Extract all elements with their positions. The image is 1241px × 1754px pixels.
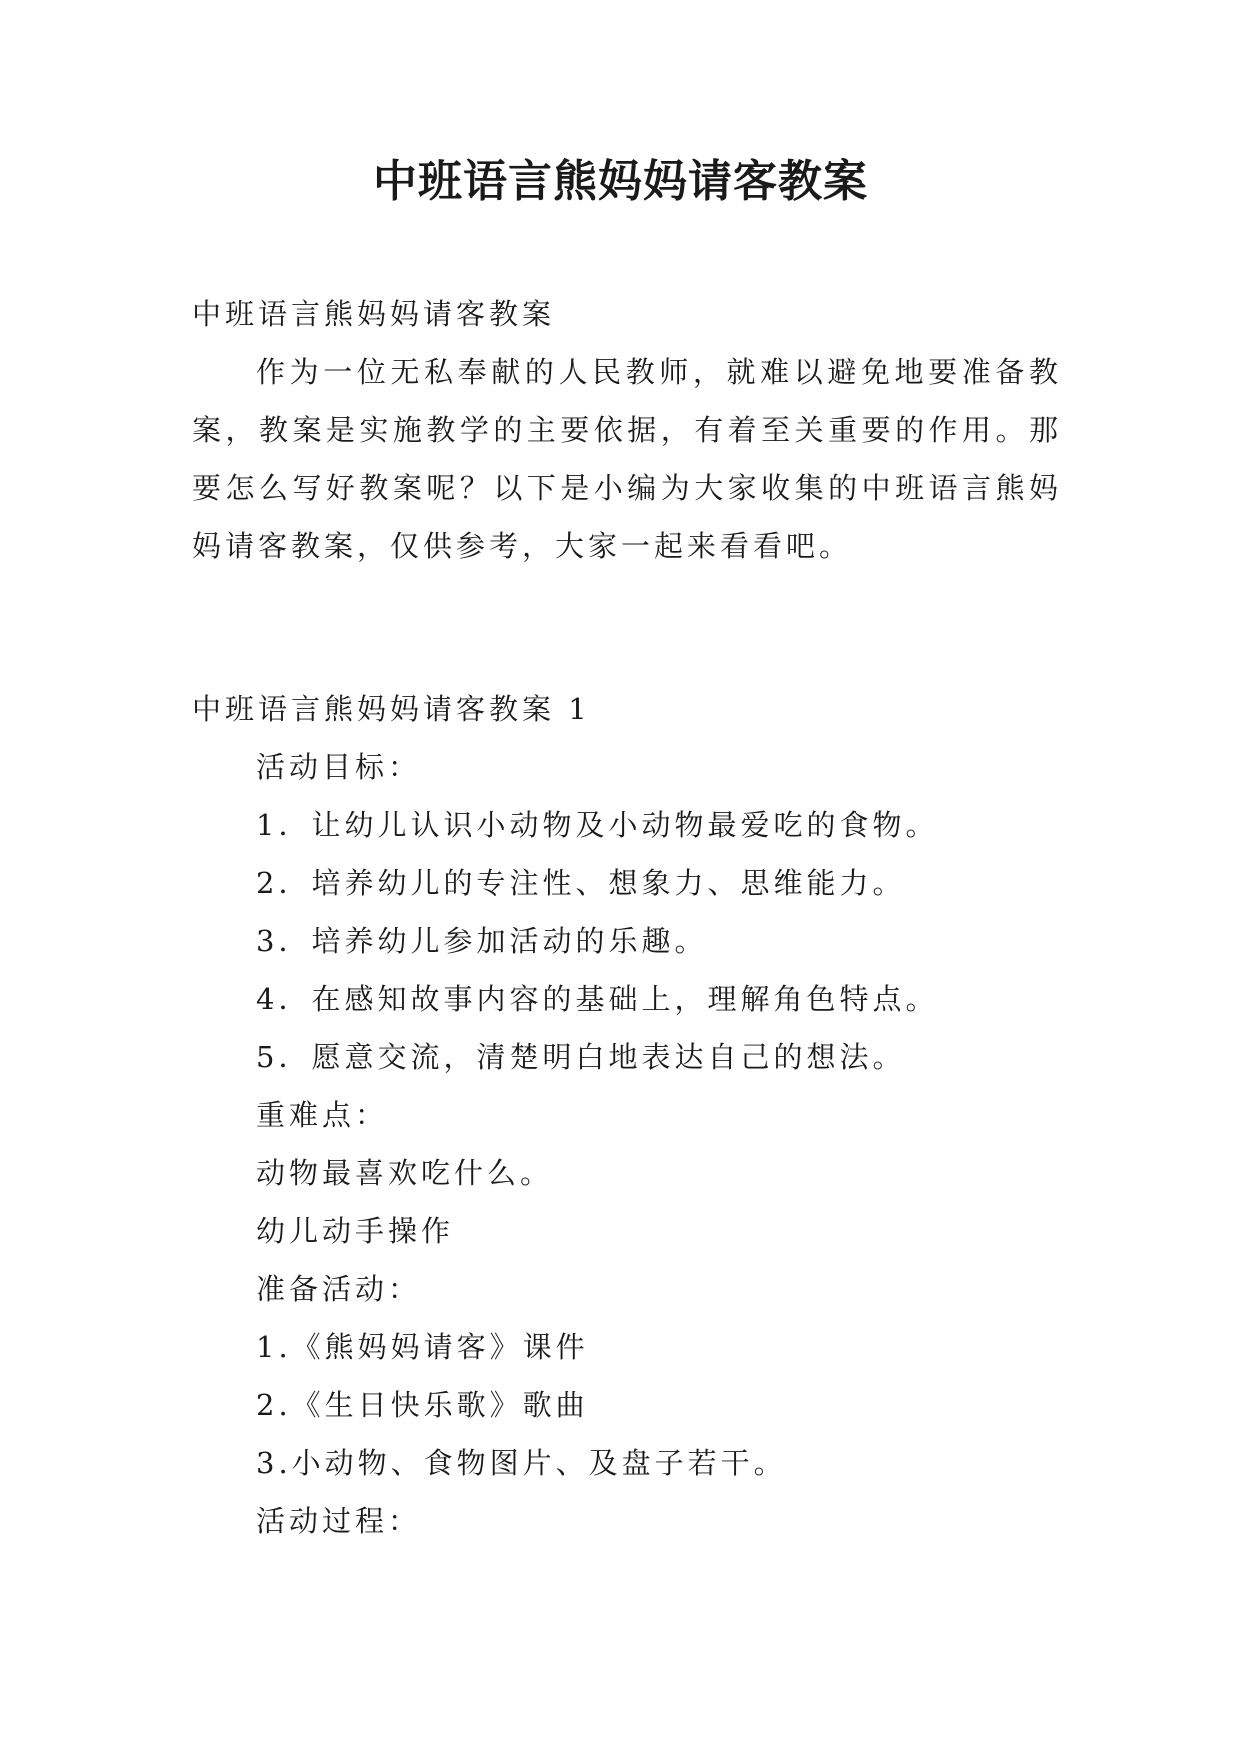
document-title: 中班语言熊妈妈请客教案 xyxy=(373,156,868,207)
intro-paragraph: 作为一位无私奉献的人民教师，就难以避免地要准备教案，教案是实施教学的主要依据，有着至关重要的作用。那要怎么写好教案呢？以下是小编为大家收集的中班语言熊妈妈请客教案，仅供参考，大家一起来看看吧。 xyxy=(192,355,1062,563)
goal-item: 5．愿意交流，清楚明白地表达自己的想法。 xyxy=(256,1040,906,1074)
key-point-item: 幼儿动手操作 xyxy=(256,1214,455,1248)
key-point-item: 动物最喜欢吃什么。 xyxy=(256,1156,554,1190)
key-points-label: 重难点： xyxy=(256,1098,389,1132)
goal-item: 2．培养幼儿的专注性、想象力、思维能力。 xyxy=(256,866,906,900)
section-spacer xyxy=(192,575,1062,680)
prep-item: 2.《生日快乐歌》歌曲 xyxy=(256,1388,589,1422)
prep-item: 1.《熊妈妈请客》课件 xyxy=(256,1330,589,1364)
goal-item: 3．培养幼儿参加活动的乐趣。 xyxy=(256,924,708,958)
document-body xyxy=(192,285,1062,1550)
section-heading: 中班语言熊妈妈请客教案 1 xyxy=(192,692,591,726)
goals-label: 活动目标： xyxy=(256,750,422,784)
goal-item: 4．在感知故事内容的基础上，理解角色特点。 xyxy=(256,982,939,1016)
process-label: 活动过程： xyxy=(256,1504,422,1538)
goal-item: 1．让幼儿认识小动物及小动物最爱吃的食物。 xyxy=(256,808,939,842)
prep-item: 3.小动物、食物图片、及盘子若干。 xyxy=(256,1446,787,1480)
prep-label: 准备活动： xyxy=(256,1272,422,1306)
intro-heading: 中班语言熊妈妈请客教案 xyxy=(192,297,556,331)
